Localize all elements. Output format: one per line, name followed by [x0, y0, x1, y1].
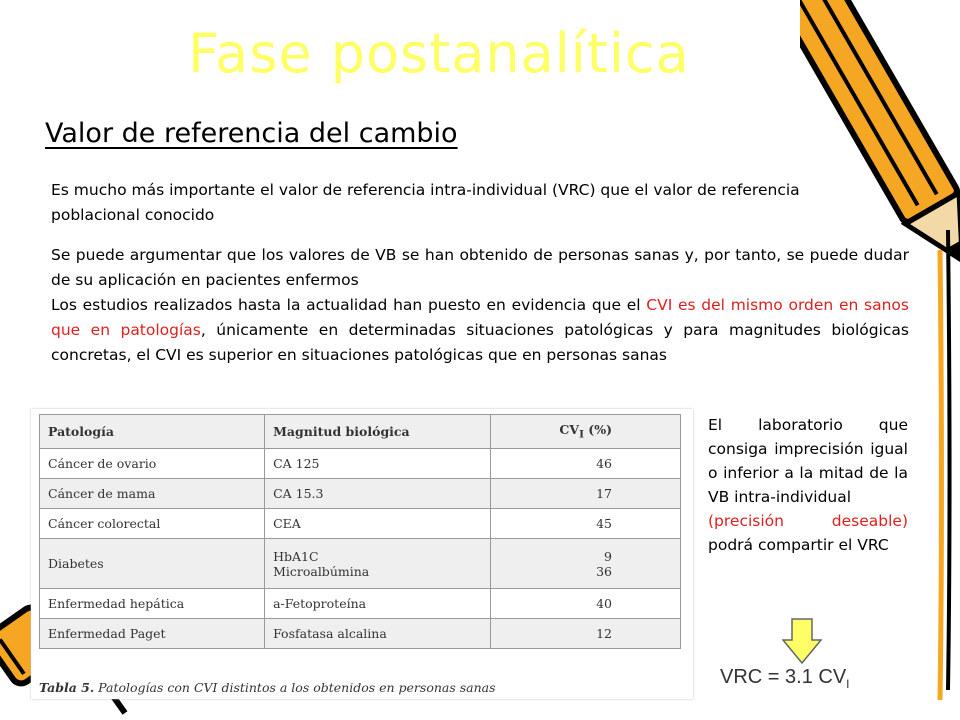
cell-magnitude	[265, 539, 491, 589]
side-note-text: El laboratorio que consiga imprecisión igual o inferior a la mitad de la VB intra-individual	[708, 416, 908, 506]
cell-pathology: Cáncer de mama	[40, 479, 265, 509]
cell-cv: 40	[490, 589, 680, 619]
paragraph-evidence-end: , únicamente en determinadas situaciones patológicas y para magnitudes biológicas concretas, el CVI es superior en situaciones patológicas que en personas sanas	[51, 321, 909, 364]
cell-cv: 12	[490, 619, 680, 649]
header-magnitude: Magnitud biológica	[265, 415, 491, 449]
formula-subscript: I	[846, 677, 850, 691]
cell-magnitude: a-Fetoproteína	[265, 589, 491, 619]
table-row	[40, 589, 681, 619]
cell-magnitude: CA 15.3	[265, 479, 491, 509]
pathology-table-figure	[31, 409, 693, 699]
slide-title: Fase postanalítica	[188, 22, 690, 85]
paragraph-evidence-start: Los estudios realizados hasta la actualidad han puesto en evidencia que el	[51, 296, 647, 314]
cell-magnitude: CEA	[265, 509, 491, 539]
table-row	[40, 619, 681, 649]
cell-pathology: Cáncer de ovario	[40, 449, 265, 479]
cell-magnitude: CA 125	[265, 449, 491, 479]
cell-cv: 45	[490, 509, 680, 539]
cell-cv: 17	[490, 479, 680, 509]
table-row	[40, 539, 681, 589]
cell-cv-line2: 36	[596, 563, 612, 579]
table-caption	[39, 680, 496, 695]
table-caption-text: Patologías con CVI distintos a los obtenidos en personas sanas	[94, 680, 496, 695]
cell-magnitude: Fosfatasa alcalina	[265, 619, 491, 649]
table-header-row	[40, 415, 681, 449]
side-note	[708, 413, 908, 557]
header-cv-sub: I	[579, 428, 584, 441]
paragraph-intra-individual: Es mucho más importante el valor de referencia intra-individual (VRC) que el valor de referencia poblacional conocido	[51, 181, 800, 224]
side-note-highlight: (precisión deseable)	[708, 512, 908, 530]
paragraph-studies	[51, 243, 909, 368]
cell-pathology: Diabetes	[40, 539, 265, 589]
table-row	[40, 449, 681, 479]
down-arrow-icon	[782, 618, 822, 664]
cell-pathology: Cáncer colorectal	[40, 509, 265, 539]
cell-cv: 46	[490, 449, 680, 479]
cell-pathology: Enfermedad Paget	[40, 619, 265, 649]
vrc-formula	[720, 666, 850, 691]
cell-pathology: Enfermedad hepática	[40, 589, 265, 619]
table-caption-label: Tabla 5.	[39, 680, 95, 695]
formula-text: VRC = 3.1 CV	[720, 666, 847, 688]
cell-cv	[490, 539, 680, 589]
pathology-table	[39, 414, 681, 649]
cell-magnitude-line2: Microalbúmina	[273, 563, 370, 579]
paragraph-argument: Se puede argumentar que los valores de VB se han obtenido de personas sanas y, por tanto, se puede dudar de su aplicación en pacientes enfermos	[51, 246, 909, 289]
table-row	[40, 479, 681, 509]
cell-cv-line1: 9	[604, 548, 612, 564]
table-row	[40, 509, 681, 539]
header-pathology: Patología	[40, 415, 265, 449]
header-cv-main: CV	[559, 422, 580, 438]
cell-magnitude-line1: HbA1C	[273, 548, 319, 564]
header-cv-unit: (%)	[583, 422, 612, 438]
side-note-end: podrá compartir el VRC	[708, 536, 889, 554]
header-cvi	[490, 415, 680, 449]
slide-subtitle: Valor de referencia del cambio	[45, 118, 458, 149]
paragraph-evidence-highlight: CVI es del mismo orden en sanos que en patologías	[51, 296, 909, 339]
